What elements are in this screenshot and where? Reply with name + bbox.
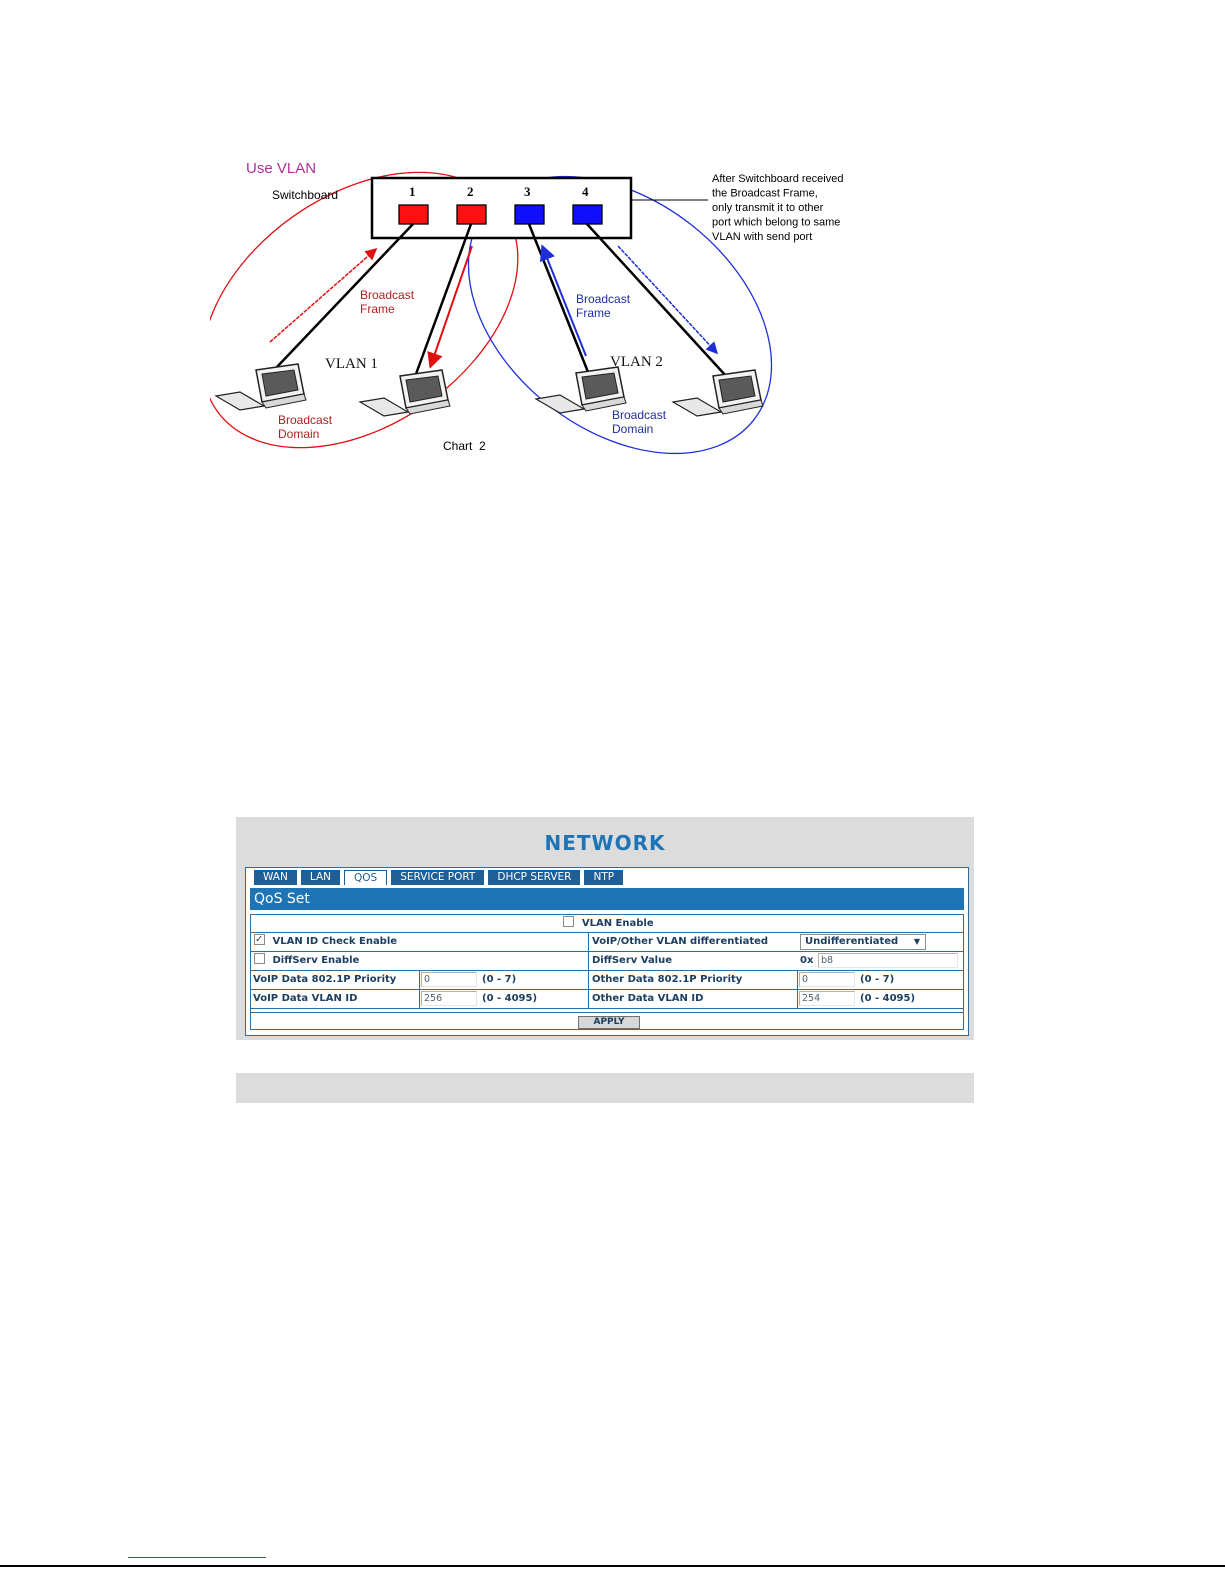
voip-other-diff-label: VoIP/Other VLAN differentiated <box>592 936 769 947</box>
broadcast-domain-label-right: Broadcast Domain <box>612 408 667 436</box>
tab-bar <box>254 870 623 886</box>
note-line-2: the Broadcast Frame, <box>712 187 818 200</box>
diffserv-value-cell <box>588 952 963 970</box>
vlan-diagram <box>210 150 890 480</box>
port-number-1: 1 <box>409 184 416 199</box>
row-vlan-enable <box>251 915 963 933</box>
voip-vlan-id-input[interactable]: 256 <box>421 991 477 1006</box>
other-priority-range: (0 - 7) <box>860 974 895 985</box>
broadcast-domain-label-left: Broadcast Domain <box>278 413 333 441</box>
voip-other-diff-cell <box>588 933 963 951</box>
row-apply <box>251 1012 963 1029</box>
note-line-1: After Switchboard received <box>712 173 844 185</box>
pc-2 <box>360 370 450 416</box>
apply-button[interactable]: APPLY <box>578 1016 640 1029</box>
section-title: QoS Set <box>250 888 964 910</box>
voip-vlan-id-input-cell <box>419 990 588 1008</box>
vlan-id-check-checkbox[interactable] <box>254 934 265 945</box>
cable-port2 <box>416 224 471 374</box>
vlan1-label: VLAN 1 <box>325 356 378 372</box>
qos-settings-table <box>250 914 964 1030</box>
pc-1 <box>216 364 306 410</box>
voip-priority-label-cell <box>251 971 419 989</box>
port-number-2: 2 <box>467 184 474 199</box>
port-number-3: 3 <box>524 184 531 199</box>
voip-other-diff-value: Undifferentiated <box>805 936 899 947</box>
row-diffserv <box>251 952 963 971</box>
tab-qos[interactable]: QOS <box>344 870 387 885</box>
status-bar <box>236 1073 974 1103</box>
other-priority-label-cell <box>588 971 797 989</box>
vlan-enable-label: VLAN Enable <box>581 918 654 929</box>
network-title: NETWORK <box>544 831 666 855</box>
diffserv-enable-checkbox[interactable] <box>254 953 265 964</box>
chevron-down-icon: ▼ <box>913 937 920 946</box>
page-bottom-rule <box>0 1565 1225 1567</box>
row-priority <box>251 971 963 990</box>
other-priority-input-cell <box>797 971 963 989</box>
network-frame <box>245 867 969 1036</box>
tab-wan[interactable]: WAN <box>254 870 297 885</box>
voip-other-diff-select[interactable] <box>800 934 926 950</box>
voip-priority-input-cell <box>419 971 588 989</box>
broadcast-frame-label-right: Broadcast Frame <box>576 292 631 320</box>
voip-vlan-id-range: (0 - 4095) <box>482 993 538 1004</box>
vlan2-label: VLAN 2 <box>610 354 663 370</box>
voip-priority-range: (0 - 7) <box>482 974 517 985</box>
diffserv-prefix: 0x <box>800 955 814 966</box>
port-number-4: 4 <box>582 184 589 199</box>
tab-dhcp-server[interactable]: DHCP SERVER <box>488 870 580 885</box>
vlan-enable-cell <box>251 915 963 932</box>
network-panel <box>236 817 974 1040</box>
row-vlan-id <box>251 990 963 1009</box>
tab-service-port[interactable]: SERVICE PORT <box>391 870 484 885</box>
port-4 <box>573 205 602 224</box>
other-priority-label: Other Data 802.1P Priority <box>592 974 743 985</box>
other-vlan-id-range: (0 - 4095) <box>860 993 916 1004</box>
voip-priority-label: VoIP Data 802.1P Priority <box>253 974 397 985</box>
diffserv-enable-cell <box>251 952 588 970</box>
tab-lan[interactable]: LAN <box>301 870 340 885</box>
diffserv-enable-label: DiffServ Enable <box>272 955 360 966</box>
vlan-id-check-cell <box>251 933 588 951</box>
pc-3 <box>536 367 626 413</box>
note-line-3: only transmit it to other <box>712 202 824 214</box>
other-vlan-id-input[interactable]: 254 <box>799 991 855 1006</box>
note-line-5: VLAN with send port <box>712 231 813 243</box>
switchboard-note <box>712 173 847 243</box>
broadcast-frame-label-left: Broadcast Frame <box>360 288 415 316</box>
other-vlan-id-input-cell <box>797 990 963 1008</box>
voip-vlan-id-label-cell <box>251 990 419 1008</box>
broadcast-arrow-down-vlan1 <box>431 246 472 365</box>
voip-vlan-id-label: VoIP Data VLAN ID <box>253 993 358 1004</box>
diffserv-value-input[interactable]: b8 <box>818 953 958 968</box>
row-vlan-id-check <box>251 933 963 952</box>
diagram-title: Use VLAN <box>246 160 317 177</box>
chart-caption: Chart 2 <box>443 439 486 453</box>
diffserv-value-label: DiffServ Value <box>592 955 673 966</box>
footnote-separator <box>128 1557 266 1558</box>
vlan-id-check-label: VLAN ID Check Enable <box>272 936 398 947</box>
other-priority-input[interactable]: 0 <box>799 972 855 987</box>
vlan-enable-checkbox[interactable] <box>563 916 574 927</box>
port-3 <box>515 205 544 224</box>
note-line-4: port which belong to same <box>712 216 841 229</box>
port-2 <box>457 205 486 224</box>
pc-4 <box>673 370 763 416</box>
switchboard-label: Switchboard <box>272 188 339 202</box>
other-vlan-id-label: Other Data VLAN ID <box>592 993 704 1004</box>
other-vlan-id-label-cell <box>588 990 797 1008</box>
port-1 <box>399 205 428 224</box>
tab-ntp[interactable]: NTP <box>584 870 623 885</box>
voip-priority-input[interactable]: 0 <box>421 972 477 987</box>
